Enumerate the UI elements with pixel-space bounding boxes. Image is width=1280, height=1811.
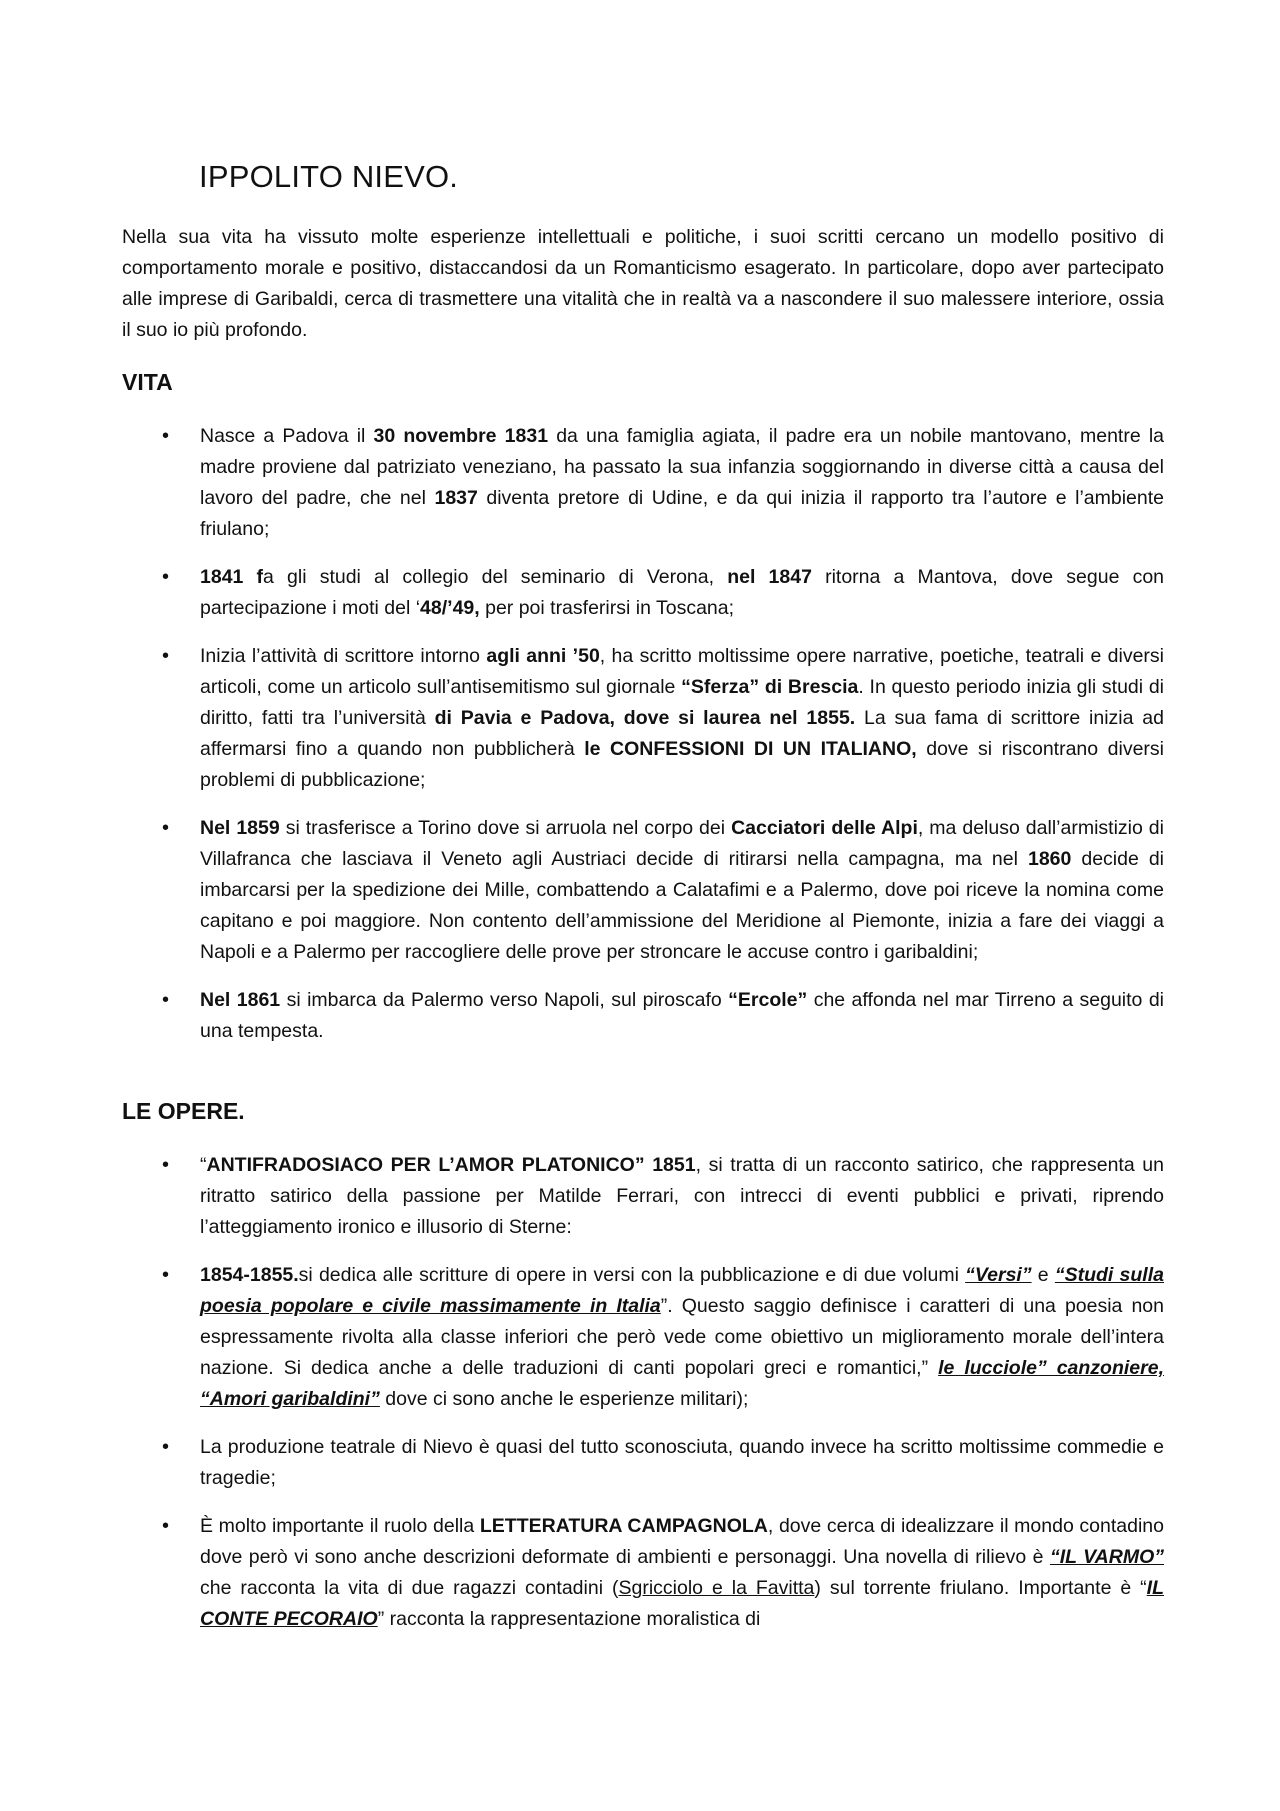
text-run: ) sul torrente friulano. Importante è “ (814, 1577, 1147, 1599)
text-run: ritorna a Mantova, dove segue con partecipazione i moti del ‘ (200, 566, 1165, 619)
text-run: dove ci sono anche le esperienze militari); (379, 1388, 749, 1410)
text-run: “Studi sulla poesia popolare e civile massimamente in Italia (200, 1264, 1164, 1317)
text-run: Nel 1859 (200, 817, 280, 839)
text-run: La sua fama di scrittore inizia ad affermarsi fino a quando non pubblicherà (200, 707, 1164, 760)
text-run: 48/’49, (420, 597, 480, 619)
text-run: 1841 f (200, 566, 264, 588)
text-run: ANTIFRADOSIACO PER L’AMOR PLATONICO” 1851 (206, 1154, 696, 1176)
list-item (122, 1432, 1164, 1494)
list-item (122, 641, 1164, 796)
text-run: che affonda nel mar Tirreno a seguito di una tempesta. (200, 989, 1164, 1042)
text-run: Nasce a Padova il (200, 425, 374, 447)
text-run: La produzione teatrale di Nievo è quasi del tutto sconosciuta, quando invece ha scritto moltissime commedie e tragedie; (200, 1436, 1164, 1489)
text-run: Inizia l’attività di scrittore intorno (200, 645, 487, 667)
text-run: “ (200, 1154, 207, 1176)
list-item (122, 1260, 1164, 1415)
text-run: decide di imbarcarsi per la spedizione dei Mille, combattendo a Calatafimi e a Palermo, dove poi riceve la nomina come capitano e poi maggiore. Non contento dell’ammissione del Meridione al Piemonte, inizia a fare dei viaggi a Napoli e a Palermo per raccogliere delle prove per stroncare le accuse contro i garibaldini; (200, 848, 1165, 963)
opere-list (122, 1150, 1164, 1652)
vita-list (122, 421, 1164, 1064)
text-run: Sgricciolo e la Favitta (618, 1577, 815, 1599)
text-run: “IL VARMO” (1049, 1546, 1164, 1568)
text-run: si trasferisce a Torino dove si arruola nel corpo dei (279, 817, 732, 839)
text-run: , dove cerca di idealizzare il mondo contadino dove però vi sono anche descrizioni deformate di ambienti e personaggi. Una novella di rilievo è (200, 1515, 1164, 1568)
text-run: “Versi” (965, 1264, 1032, 1286)
text-run: IL CONTE PECORAIO (200, 1577, 1164, 1630)
text-run: È molto importante il ruolo della (200, 1515, 480, 1537)
list-item (122, 813, 1164, 968)
section-heading-opere: LE OPERE. (122, 1098, 245, 1124)
text-run: agli anni ’50 (486, 645, 600, 667)
text-run: , ha scritto moltissime opere narrative, poetiche, teatrali e diversi articoli, come un articolo sull’antisemitismo sul giornale (200, 645, 1164, 698)
text-run: le lucciole” canzoniere, “Amori garibaldini” (200, 1357, 1164, 1410)
intro-paragraph: Nella sua vita ha vissuto molte esperienze intellettuali e politiche, i suoi scritti cercano un modello positivo di comportamento morale e positivo, distaccandosi da un Romanticismo esagerato. In particolare, dopo aver partecipato alle imprese di Garibaldi, cerca di trasmettere una vitalità che in realtà va a nascondere il suo malessere interiore, ossia il suo io più profondo. (122, 226, 1164, 341)
text-run: per poi trasferirsi in Toscana; (479, 597, 735, 619)
text-run: da una famiglia agiata, il padre era un nobile mantovano, mentre la madre proviene dal patriziato veneziano, ha passato la sua infanzia soggiornando in diverse città a causa del lavoro del padre, che nel (200, 425, 1164, 509)
list-item (122, 1150, 1164, 1243)
text-run: . In questo periodo inizia gli studi di diritto, fatti tra l’università (200, 676, 1164, 729)
text-run: 1860 (1027, 848, 1072, 870)
text-run: e (1031, 1264, 1055, 1286)
text-run: “Ercole” (728, 989, 808, 1011)
text-run: si dedica alle scritture di opere in versi con la pubblicazione e di due volumi (298, 1264, 966, 1286)
text-run: a gli studi al collegio del seminario di Verona, (263, 566, 728, 588)
text-run: le CONFESSIONI DI UN ITALIANO, (584, 738, 917, 760)
text-run: 30 novembre 1831 (373, 425, 549, 447)
text-run: LETTERATURA CAMPAGNOLA (479, 1515, 768, 1537)
section-heading-vita: VITA (122, 369, 173, 395)
text-run: , ma deluso dall’armistizio di Villafranca che lasciava il Veneto agli Austriaci decide di ritirarsi nella campagna, ma nel (200, 817, 1164, 870)
list-item (122, 985, 1164, 1047)
text-run: che racconta la vita di due ragazzi contadini ( (200, 1577, 619, 1599)
list-item (122, 1511, 1164, 1635)
text-run: 1837 (434, 487, 478, 509)
text-run: “Sferza” di Brescia (681, 676, 859, 698)
text-run: ” racconta la rappresentazione moralistica di (377, 1608, 761, 1630)
list-item (122, 421, 1164, 545)
text-run: ”. Questo saggio definisce i caratteri di una poesia non espressamente rivolta alla classe inferiori che però vede come obiettivo un miglioramento morale dell’intera nazione. Si dedica anche a delle traduzioni di canti popolari greci e romantici,” (200, 1295, 1164, 1379)
text-run: di Pavia e Padova, dove si laurea nel 1855. (434, 707, 856, 729)
text-run: diventa pretore di Udine, e da qui inizia il rapporto tra l’autore e l’ambiente friulano; (200, 487, 1164, 540)
text-run: dove si riscontrano diversi problemi di pubblicazione; (200, 738, 1164, 791)
text-run: nel 1847 (727, 566, 812, 588)
text-run: , si tratta di un racconto satirico, che rappresenta un ritratto satirico della passione per Matilde Ferrari, con intrecci di eventi pubblici e privati, riprendo l’atteggiamento ironico e illusorio di Sterne: (200, 1154, 1164, 1238)
text-run: 1854-1855. (200, 1264, 299, 1286)
page-title: IPPOLITO NIEVO. (199, 159, 459, 194)
text-run: Nel 1861 (200, 989, 281, 1011)
text-run: Cacciatori delle Alpi (731, 817, 918, 839)
list-item (122, 562, 1164, 624)
text-run: si imbarca da Palermo verso Napoli, sul piroscafo (280, 989, 729, 1011)
